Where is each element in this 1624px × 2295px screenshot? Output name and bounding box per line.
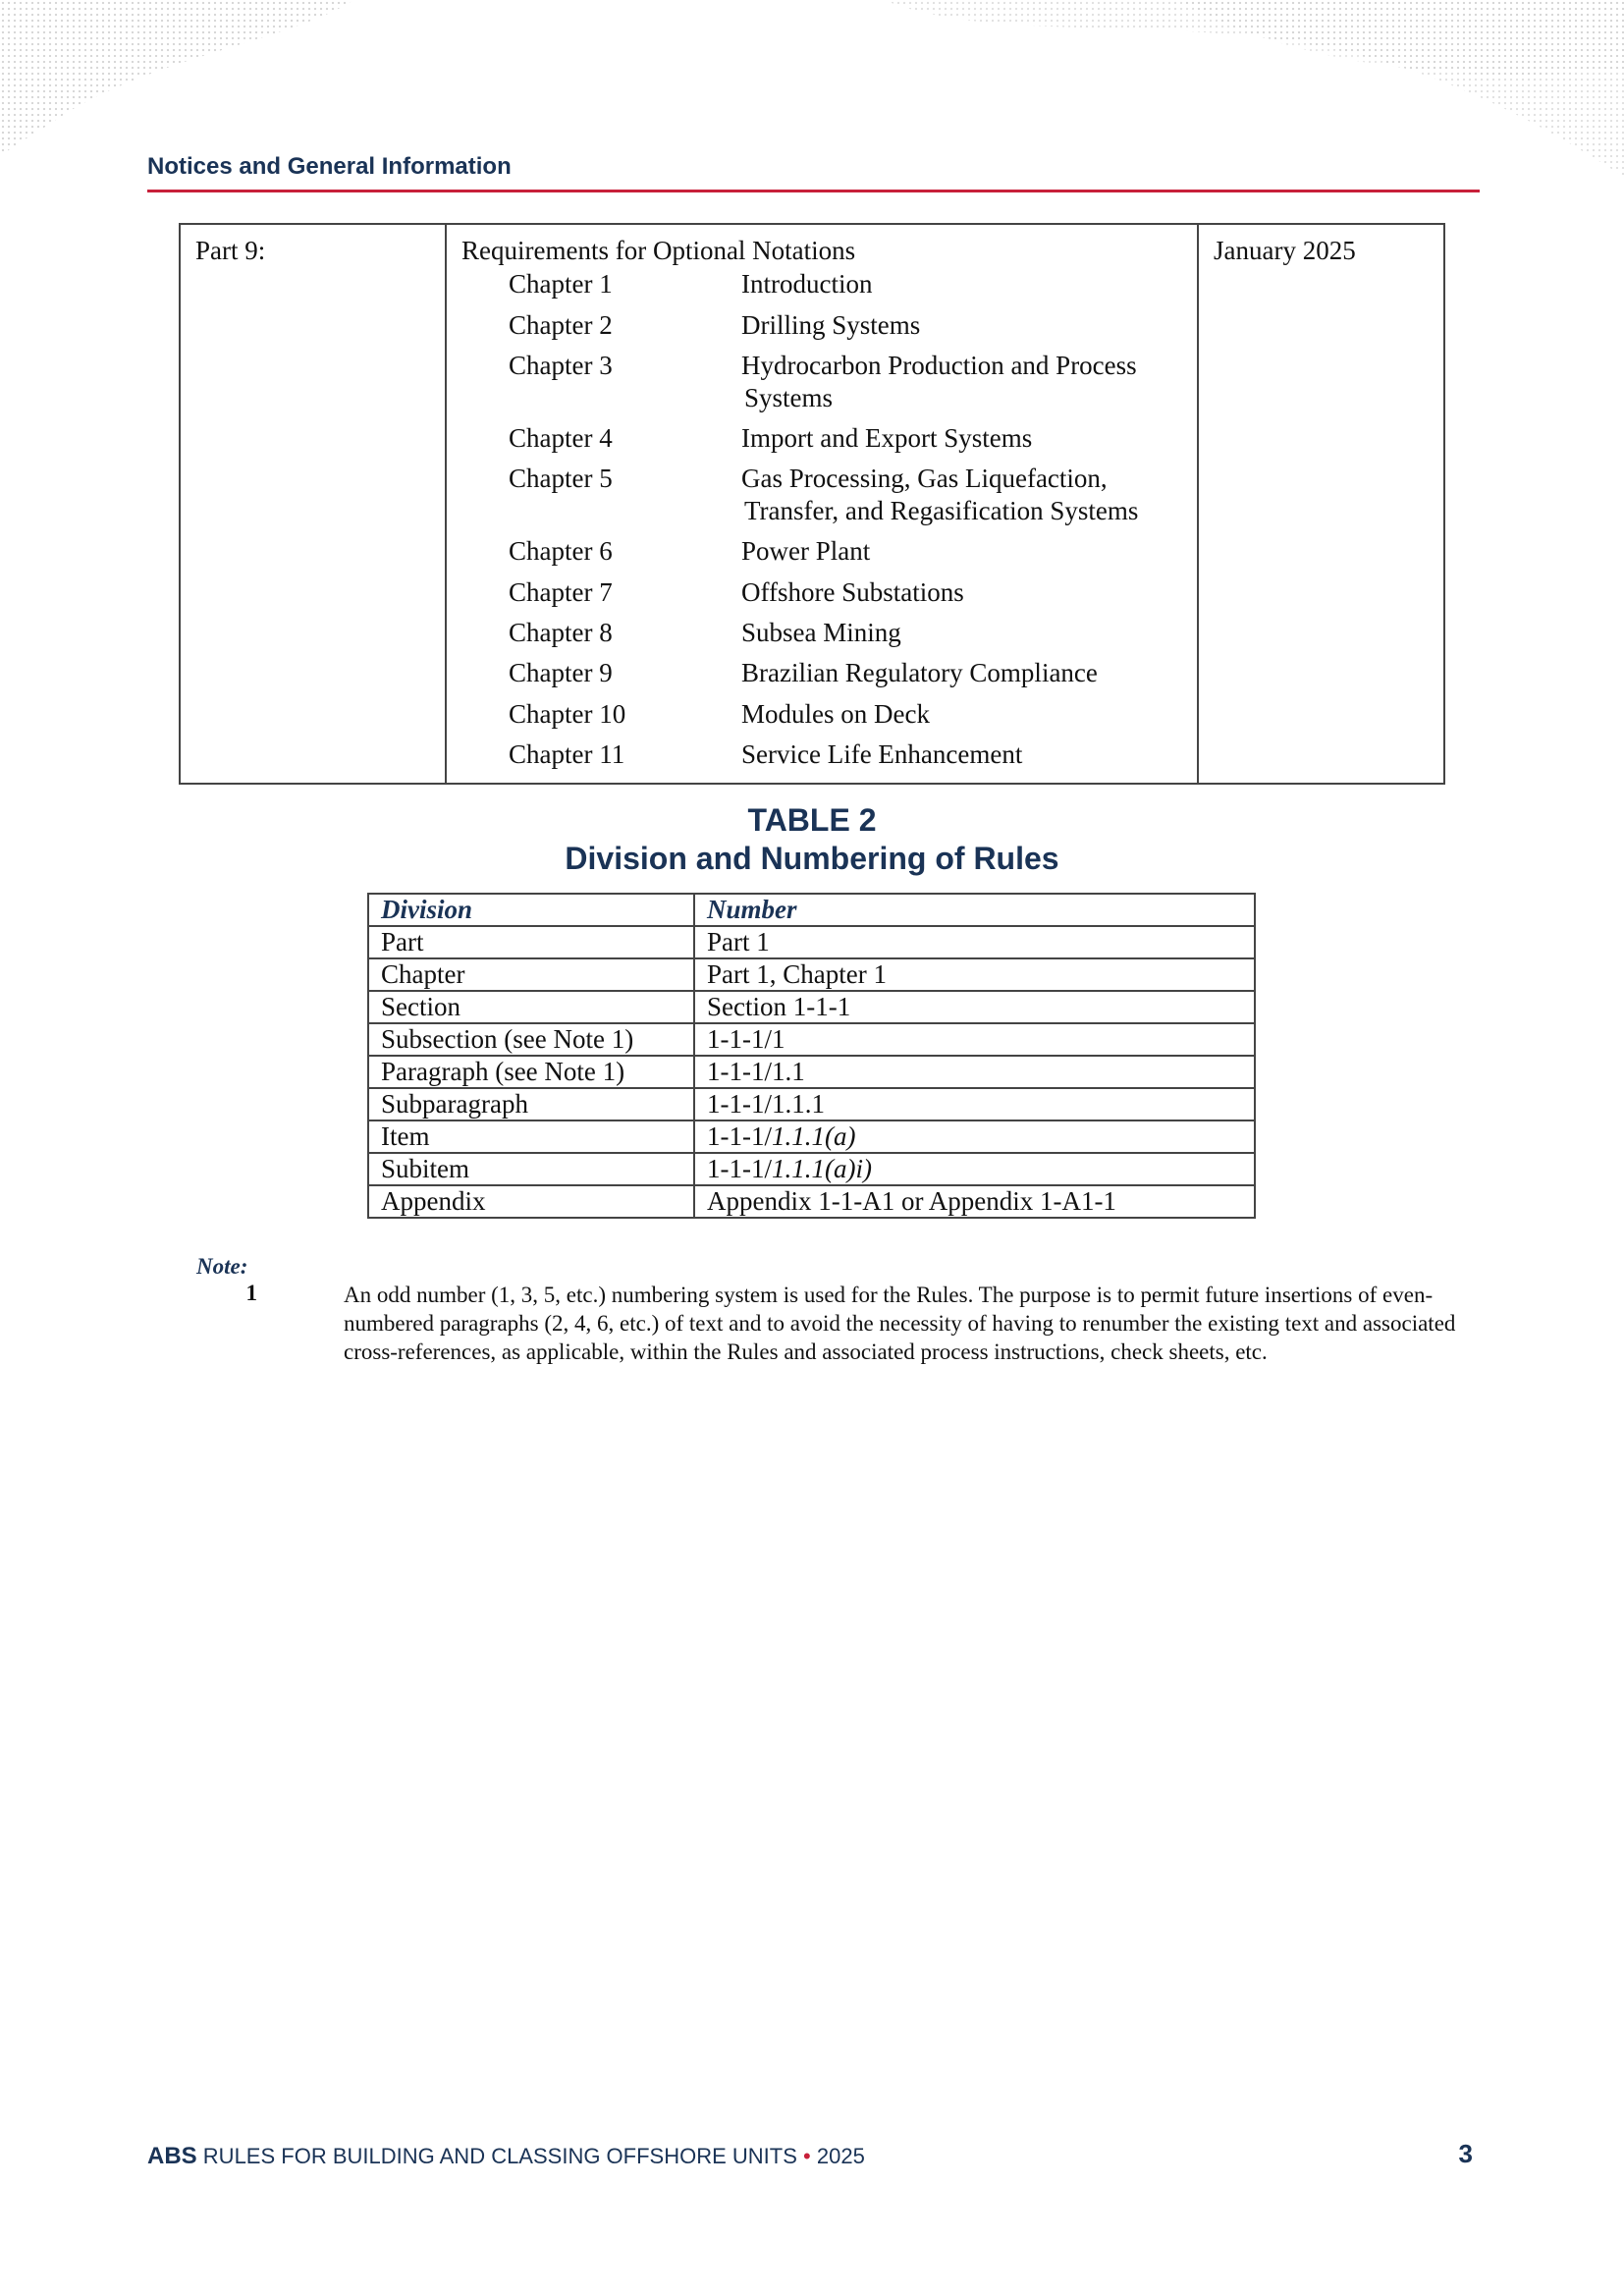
table-row [368, 958, 1255, 991]
chapter-title [741, 350, 1197, 413]
chapter-title-line: Brazilian Regulatory Compliance [741, 658, 1098, 688]
chapter-title-line: Offshore Substations [741, 576, 964, 607]
chapter-title [741, 698, 1197, 730]
page-number: 3 [1458, 2139, 1473, 2168]
chapter-title-line: Hydrocarbon Production and Process [741, 351, 1137, 381]
running-header-title: Notices and General Information [147, 153, 512, 180]
table-header-row [368, 894, 1255, 926]
footer-title: RULES FOR BUILDING AND CLASSING OFFSHORE UNITS [202, 2144, 797, 2168]
division-cell: Part [368, 926, 694, 958]
chapter-number: Chapter 8 [509, 617, 613, 647]
table-2-title: Division and Numbering of Rules [565, 841, 1059, 876]
footer-separator: • [803, 2144, 811, 2168]
chapter-title [741, 738, 1197, 770]
chapter-title [741, 535, 1197, 567]
part-heading: Requirements for Optional Notations [461, 236, 856, 265]
division-cell: Appendix [368, 1185, 694, 1218]
number-cell: Appendix 1-1-A1 or Appendix 1-A1-1 [694, 1185, 1255, 1218]
chapter-title [741, 463, 1197, 526]
table-row [368, 991, 1255, 1023]
note-text: An odd number (1, 3, 5, etc.) numbering system is used for the Rules. The purpose is to permit future insertions of even-numbered paragraphs (2, 4, 6, etc.) of text and to avoid the necessity of having to renumber the existing text and associated cross-references, as applicable, within the Rules and associated process instructions, check sheets, etc. [344, 1283, 1456, 1364]
chapter-row [461, 576, 1197, 608]
number-cell: Section 1-1-1 [694, 991, 1255, 1023]
number-italic: 1.1.1(a) [771, 1121, 856, 1151]
number-prefix: 1-1-1/ [707, 1121, 772, 1151]
number-cell: 1-1-1/1.1 [694, 1056, 1255, 1088]
number-cell: Part 1, Chapter 1 [694, 958, 1255, 991]
number-cell [694, 1120, 1255, 1153]
division-cell: Item [368, 1120, 694, 1153]
table-2-label: TABLE 2 [747, 802, 877, 838]
chapter-title-line: Systems [744, 382, 834, 412]
part-label: Part 9: [180, 224, 446, 784]
note-label: Note: [196, 1254, 248, 1279]
division-cell: Subparagraph [368, 1088, 694, 1120]
column-header-number: Number [694, 894, 1255, 926]
chapter-title-line: Service Life Enhancement [741, 739, 1023, 770]
chapter-number: Chapter 7 [509, 576, 613, 607]
chapter-row [461, 657, 1197, 688]
chapter-title-line: Import and Export Systems [741, 422, 1033, 453]
chapter-row [461, 422, 1197, 454]
table-row [368, 1088, 1255, 1120]
number-cell: Part 1 [694, 926, 1255, 958]
note-number: 1 [245, 1281, 257, 1305]
number-cell: 1-1-1/1.1.1 [694, 1088, 1255, 1120]
number-cell: 1-1-1/1 [694, 1023, 1255, 1056]
chapter-title-line: Gas Processing, Gas Liquefaction, [741, 464, 1108, 494]
chapter-number: Chapter 1 [509, 269, 613, 300]
chapter-row [461, 738, 1197, 770]
number-cell [694, 1153, 1255, 1185]
column-header-division: Division [368, 894, 694, 926]
chapter-number: Chapter 3 [509, 351, 613, 381]
chapter-title-line: Drilling Systems [741, 309, 921, 340]
table-row [368, 1120, 1255, 1153]
abs-logo: ABS [147, 2143, 197, 2169]
number-italic: 1.1.1(a)i) [771, 1154, 872, 1183]
part-date: January 2025 [1198, 224, 1444, 784]
chapter-title [741, 268, 1197, 300]
chapter-title [741, 309, 1197, 341]
chapter-number: Chapter 5 [509, 464, 613, 494]
chapter-title-line: Transfer, and Regasification Systems [744, 495, 1139, 525]
page-footer [147, 2143, 865, 2170]
chapter-number: Chapter 10 [509, 698, 626, 729]
table-row [368, 1185, 1255, 1218]
chapter-row [461, 268, 1197, 300]
chapter-row [461, 617, 1197, 648]
footer-year: 2025 [816, 2144, 865, 2168]
chapter-number: Chapter 2 [509, 309, 613, 340]
division-cell: Subitem [368, 1153, 694, 1185]
chapter-title [741, 657, 1197, 688]
chapter-title-line: Subsea Mining [741, 617, 901, 647]
header-rule [147, 190, 1480, 192]
chapter-row [461, 535, 1197, 567]
division-cell: Chapter [368, 958, 694, 991]
table-row [368, 1023, 1255, 1056]
chapter-row [461, 698, 1197, 730]
chapter-row [461, 463, 1197, 526]
chapter-title [741, 576, 1197, 608]
table-row [368, 1056, 1255, 1088]
chapter-list [461, 268, 1197, 770]
table-row [368, 1153, 1255, 1185]
division-numbering-table [367, 893, 1256, 1219]
part-contents [446, 224, 1198, 784]
chapter-row [461, 309, 1197, 341]
chapter-number: Chapter 4 [509, 422, 613, 453]
chapter-row [461, 350, 1197, 413]
chapter-title-line: Introduction [741, 269, 873, 300]
part-9-table [179, 223, 1445, 785]
chapter-title-line: Power Plant [741, 536, 871, 567]
chapter-title [741, 422, 1197, 454]
division-cell: Subsection (see Note 1) [368, 1023, 694, 1056]
chapter-number: Chapter 9 [509, 658, 613, 688]
division-cell: Section [368, 991, 694, 1023]
chapter-title-line: Modules on Deck [741, 698, 930, 729]
table-row [368, 926, 1255, 958]
chapter-number: Chapter 6 [509, 536, 613, 567]
division-cell: Paragraph (see Note 1) [368, 1056, 694, 1088]
chapter-number: Chapter 11 [509, 739, 625, 770]
number-prefix: 1-1-1/ [707, 1154, 772, 1183]
chapter-title [741, 617, 1197, 648]
